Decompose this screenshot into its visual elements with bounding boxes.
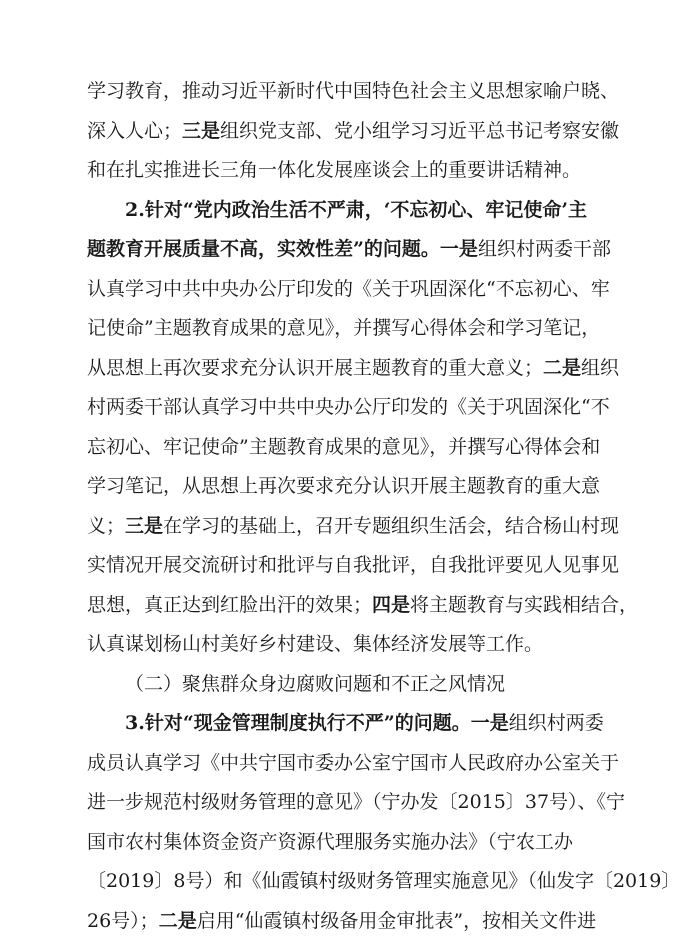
paragraph-line: 深入人心；三是组织党支部、党小组学习习近平总书记考察安徽 xyxy=(87,120,620,142)
paragraph-line: 忘初心、牢记使命”主题教育成果的意见》，并撰写心得体会和 xyxy=(87,436,601,458)
paragraph-line: 村两委干部认真学习中共中央办公厅印发的《关于巩固深化“不 xyxy=(87,396,610,418)
paragraph-line: 学习教育，推动习近平新时代中国特色社会主义思想家喻户晓、 xyxy=(87,80,620,102)
paragraph-line: 成员认真学习《中共宁国市委办公室宁国市人民政府办公室关于 xyxy=(87,752,620,774)
paragraph-line: 义；三是在学习的基础上，召开专题组织生活会，结合杨山村现 xyxy=(87,515,620,537)
paragraph-line: 记使命”主题教育成果的意见》，并撰写心得体会和学习笔记， xyxy=(87,317,601,339)
paragraph-line: 国市农村集体资金资产资源代理服务实施办法》（宁农工办 xyxy=(87,831,573,853)
paragraph-line: 思想，真正达到红脸出汗的效果；四是将主题教育与实践相结合， xyxy=(87,594,639,616)
paragraph-line: 实情况开展交流研讨和批评与自我批评，自我批评要见人见事见 xyxy=(87,554,620,576)
paragraph-line: 和在扎实推进长三角一体化发展座谈会上的重要讲话精神。 xyxy=(87,159,582,181)
paragraph-line: 进一步规范村级财务管理的意见》（宁办发〔2015〕37号）、《宁 xyxy=(87,791,626,813)
paragraph-line: 〔2019〕8号）和《仙霞镇村级财务管理实施意见》（仙发字〔2019〕 xyxy=(87,870,680,892)
subsection-heading: （二）聚焦群众身边腐败问题和不正之风情况 xyxy=(125,673,506,695)
paragraph-line: 从思想上再次要求充分认识开展主题教育的重大意义；二是组织 xyxy=(87,357,620,379)
section-heading-line: 3.针对“现金管理制度执行不严”的问题。一是组织村两委 xyxy=(125,712,604,734)
paragraph-line: 学习笔记，从思想上再次要求充分认识开展主题教育的重大意 xyxy=(87,475,601,497)
section-heading-line: 2.针对“党内政治生活不严肃，‘不忘初心、牢记使命’主 xyxy=(125,199,587,221)
paragraph-line: 认真学习中共中央办公厅印发的《关于巩固深化“不忘初心、牢 xyxy=(87,278,610,300)
paragraph-line: 题教育开展质量不高，实效性差”的问题。一是组织村两委干部 xyxy=(87,238,611,260)
paragraph-line: 认真谋划杨山村美好乡村建设、集体经济发展等工作。 xyxy=(87,633,544,655)
paragraph-line: 26号）；二是启用“仙霞镇村级备用金审批表”，按相关文件进 xyxy=(87,910,597,932)
